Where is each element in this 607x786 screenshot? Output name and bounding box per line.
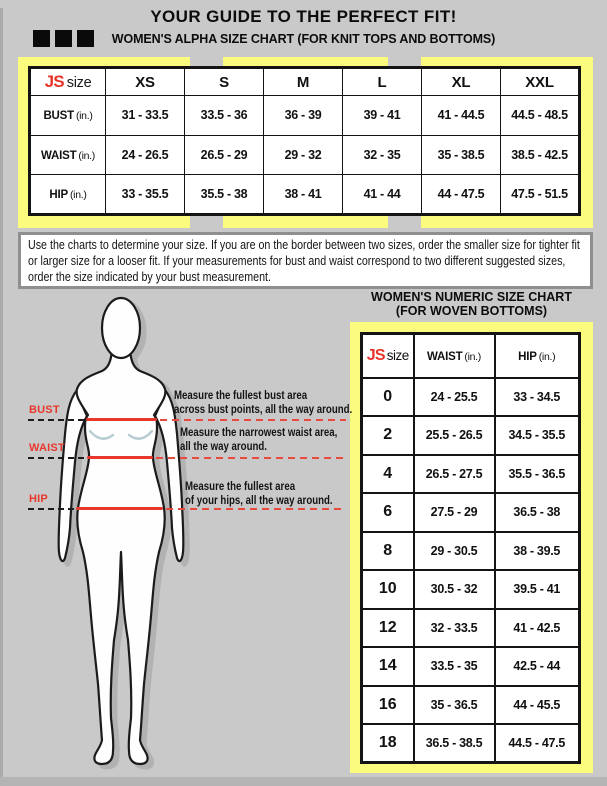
waist-value: 24 - 26.5 [106, 135, 185, 175]
hip-leader-line [28, 508, 76, 510]
js-logo: JS [44, 72, 64, 91]
torso-and-legs [77, 350, 166, 764]
size-word: size [66, 75, 92, 91]
numeric-col-waist: WAIST (in.) [414, 334, 495, 378]
bust-value: 31 - 33.5 [106, 96, 185, 136]
bust-annotation: Measure the fullest bust area across bust points, all the way around. [174, 390, 353, 416]
hip-label: HIP [29, 493, 48, 505]
page-title: YOUR GUIDE TO THE PERFECT FIT! [150, 7, 457, 26]
table-row-size-12: 12 32 - 33.5 41 - 42.5 [362, 609, 580, 648]
numeric-chart-highlight-band [350, 322, 593, 773]
hip-value: 35.5 - 38 [185, 175, 264, 215]
table-row-size-8: 8 29 - 30.5 38 - 39.5 [362, 532, 580, 571]
alpha-col-xxl: XXL [501, 68, 580, 96]
hip-value: 33 - 35.5 [106, 175, 185, 215]
bust-label: BUST [29, 404, 60, 416]
alpha-col-xs: XS [106, 68, 185, 96]
bust-leader-line [28, 419, 86, 421]
hip-value: 47.5 - 51.5 [501, 175, 580, 215]
page-edge-bottom [0, 777, 607, 786]
waist-dashed-line [156, 457, 346, 459]
waist-value: 29 - 32 [264, 135, 343, 175]
table-row-size-2: 2 25.5 - 26.5 34.5 - 35.5 [362, 416, 580, 455]
waist-label: WAIST [29, 442, 65, 454]
waist-value: 26.5 - 29 [185, 135, 264, 175]
alpha-col-l: L [343, 68, 422, 96]
bust-dashed-line [160, 419, 346, 421]
table-row-size-18: 18 36.5 - 38.5 44.5 - 47.5 [362, 724, 580, 763]
js-size-logo: JS size [362, 334, 414, 378]
table-row-size-4: 4 26.5 - 27.5 35.5 - 36.5 [362, 455, 580, 494]
hip-row-label: HIP (in.) [30, 175, 106, 215]
hip-value: 44 - 47.5 [422, 175, 501, 215]
bust-value: 41 - 44.5 [422, 96, 501, 136]
alpha-chart-heading: WOMEN'S ALPHA SIZE CHART (FOR KNIT TOPS AND BOTTOMS) [111, 32, 496, 46]
bust-measure-line [86, 418, 157, 421]
instructions-box [18, 232, 593, 289]
js-size-logo [30, 68, 106, 96]
alpha-chart-highlight-band [18, 57, 593, 228]
numeric-size-table [360, 332, 581, 764]
alpha-col-s: S [185, 68, 264, 96]
waist-leader-line [28, 457, 87, 459]
table-row-size-16: 16 35 - 36.5 44 - 45.5 [362, 686, 580, 725]
alpha-col-xl: XL [422, 68, 501, 96]
waist-value: 32 - 35 [343, 135, 422, 175]
table-row-size-10: 10 30.5 - 32 39.5 - 41 [362, 570, 580, 609]
hip-annotation: Measure the fullest area of your hips, all the way around. [185, 481, 333, 507]
table-row-size-6: 6 27.5 - 29 36.5 - 38 [362, 493, 580, 532]
bust-value: 33.5 - 36 [185, 96, 264, 136]
table-row-bust [30, 96, 580, 136]
bust-value: 36 - 39 [264, 96, 343, 136]
waist-measure-line [87, 456, 153, 459]
waist-annotation: Measure the narrowest waist area, all the way around. [180, 427, 338, 453]
numeric-chart-heading: WOMEN'S NUMERIC SIZE CHART (FOR WOVEN BOTTOMS) [371, 290, 572, 318]
page-edge-left [0, 8, 3, 786]
bust-row-label: BUST (in.) [30, 96, 106, 136]
waist-value: 38.5 - 42.5 [501, 135, 580, 175]
table-row-hip [30, 175, 580, 215]
bust-value: 44.5 - 48.5 [501, 96, 580, 136]
table-row-waist [30, 135, 580, 175]
table-row-size-14: 14 33.5 - 35 42.5 - 44 [362, 647, 580, 686]
alpha-size-table [28, 66, 581, 216]
table-row-size-0: 0 24 - 25.5 33 - 34.5 [362, 378, 580, 417]
hip-measure-line [76, 507, 163, 510]
alpha-col-m: M [264, 68, 343, 96]
hip-value: 38 - 41 [264, 175, 343, 215]
numeric-col-hip: HIP (in.) [495, 334, 580, 378]
waist-row-label: WAIST (in.) [30, 135, 106, 175]
instructions-text: Use the charts to determine your size. If you are on the border between two sizes, order the smaller size for tighter fit or larger size for a looser fit. If your measurements for bust and waist correspond to two different suggested sizes, order the size indicated by your bust measurement. [28, 238, 580, 284]
head [102, 298, 140, 358]
waist-value: 35 - 38.5 [422, 135, 501, 175]
hip-dashed-line [166, 508, 341, 510]
body-outline-illustration [40, 292, 215, 777]
bust-value: 39 - 41 [343, 96, 422, 136]
hip-value: 41 - 44 [343, 175, 422, 215]
